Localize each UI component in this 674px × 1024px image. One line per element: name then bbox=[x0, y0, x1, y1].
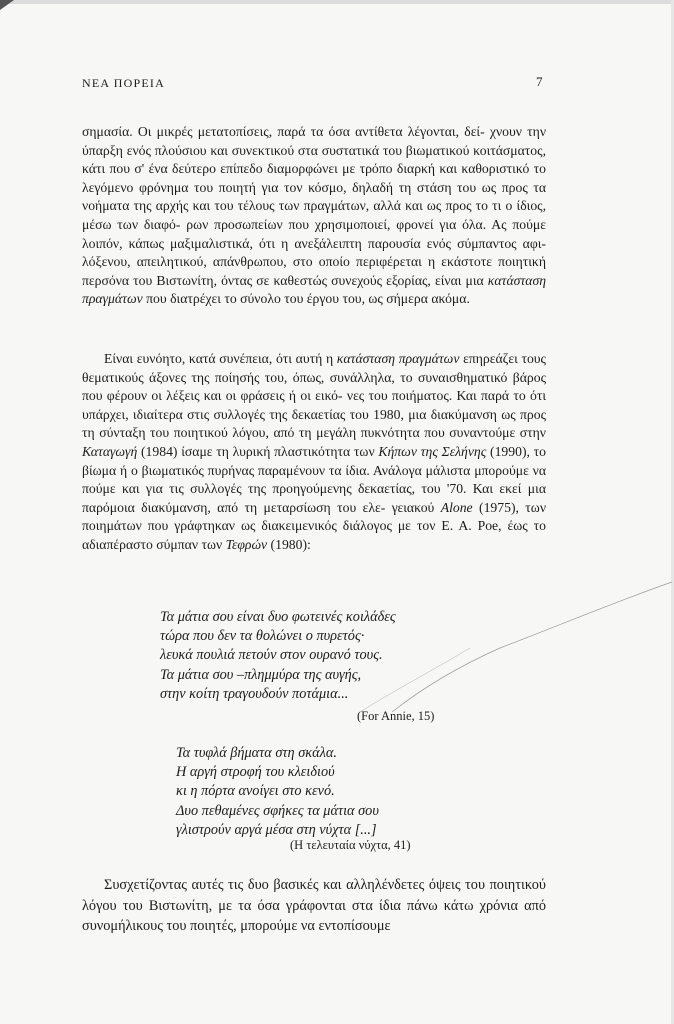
text-line: μπορούμε να πούμε και για τις συλλογές της προηγούμενης δεκαετίας, bbox=[82, 462, 546, 497]
poem-line: γλιστρούν αργά μέσα στη νύχτα [...] bbox=[176, 821, 377, 838]
text-line: του '70. Και εκεί μια παρόμοια διακύμανση, από τη μεταρσίωση του ελε- bbox=[82, 481, 546, 515]
poem-line: Τα μάτια σου είναι δυο φωτεινές κοιλάδες bbox=[160, 609, 396, 625]
text-line: χνουν την ύπαρξη ενός πλούσιου και συνεκτικού στα συστατικά του bbox=[82, 124, 547, 158]
text-line: επηρεάζει τους θεματικούς άξονες της ποίησής του, όπως, συνάλληλα, bbox=[82, 351, 546, 385]
italic-title: Alone bbox=[440, 499, 473, 515]
text-line: λόξενου, απειλητικού, απάνθρωπου, στο οποίο περιφέρεται η εκάστοτε bbox=[82, 254, 492, 270]
italic-title: Καταγωγή bbox=[82, 443, 138, 459]
poem-line: τώρα που δεν τα θολώνει ο πυρετός· bbox=[160, 628, 365, 645]
text-line: το συναισθηματικό βάρος που φέρουν οι λέξεις και οι φράσεις ή οι εικό- bbox=[82, 369, 547, 404]
text-line: κάτω χρόνια από συνομήλικους του ποιητές, μπορούμε να εντοπίσουμε bbox=[82, 897, 547, 934]
italic-title: Κήπων της Σελήνης bbox=[378, 443, 487, 459]
text-line: νες του ποιήματος. Και παρά το ότι υπάρχει, ιδιαίτερα στις συλλογές της bbox=[82, 388, 546, 422]
text-line: δεκαετίας του 1980, μια διακύμανση ως προς τη σύνταξη του ποιητικού bbox=[82, 406, 547, 441]
scratch-line-lower bbox=[360, 648, 470, 712]
text-line: γειακού Alone (1975), των ποιημάτων που γράφτηκαν ως διακειμενικός bbox=[82, 499, 547, 534]
text-line: ποιητική περσόνα του Βιστωνίτη, όντας σε καθεστώς συνεχούς εξορίας, bbox=[82, 254, 546, 288]
poem-line: λευκά πουλιά πετούν στον ουρανό τους. bbox=[160, 647, 383, 664]
poem-line: κι η πόρτα ανοίγει στο κενό. bbox=[176, 783, 335, 800]
text-line: είναι μια κατάσταση πραγμάτων που διατρέχει το σύνολο του έργου του, bbox=[82, 272, 547, 307]
poem-line: Τα μάτια σου –πλημμύρα της αυγής, bbox=[160, 666, 362, 683]
running-title: ΝΕΑ ΠΟΡΕΙΑ bbox=[82, 76, 165, 90]
text-line: σημασία. Οι μικρές μετατοπίσεις, παρά τα όσα αντίθετα λέγονται, δεί- bbox=[82, 124, 485, 139]
text-line: ως σήμερα ακόμα. bbox=[368, 291, 470, 307]
text-line: Είναι ευνόητο, κατά συνέπεια, ότι αυτή η κατάσταση πραγμάτων bbox=[104, 351, 460, 366]
text-line: βιωματικού κοιτάσματος, κάτι που σ' ένα δεύτερο επίπεδο διαμορφώνει bbox=[82, 142, 546, 177]
text-line: Συσχετίζοντας αυτές τις δυο βασικές και αλληλένδετες όψεις του bbox=[104, 877, 486, 893]
poem-line: στην κοίτη τραγουδούν ποτάμια... bbox=[160, 685, 349, 702]
text-line: (1980): bbox=[270, 536, 311, 552]
text-line: τον κόσμο, δηλαδή τη στάση του ως προς τα νοήματα της αρχής και του bbox=[82, 179, 546, 214]
text-line: (1984) ίσαμε τη λυρική πλαστικότητα των Κήπων της Σελήνης (1990), το bbox=[141, 443, 547, 459]
italic-title: κατάσταση πραγμάτων bbox=[82, 272, 547, 307]
text-line: διάλογος με τον Ε. Α. Poe, έως το αδιαπέραστο σύμπαν των Τεφρών bbox=[82, 518, 546, 552]
quote-1-citation: (For Annie, 15) bbox=[357, 709, 435, 723]
text-line: λόγου, από τη μεγάλη πυκνότητα που συναντούμε στην Καταγωγή bbox=[82, 425, 546, 459]
text-line: με τρόπο διαρκή και καθοριστικό το λεγόμενο φρόνημα του ποιητή για bbox=[82, 161, 546, 195]
text-line: βίωμα ή ο βιωματικός πυρήνας παραμένουν τα ίδια. Ανάλογα μάλιστα bbox=[82, 462, 471, 478]
text-line: ποιητικού λόγου του Βιστωνίτη, με τα όσα γράφονται στα ίδια πάνω bbox=[82, 877, 546, 914]
poem-line: Δυο πεθαμένες σφήκες τα μάτια σου bbox=[176, 802, 379, 819]
text-line: κάπως μαξιμαλιστικά, ότι η ανεξάλειπτη παρουσία ενός σύμπαντος αφι- bbox=[128, 235, 546, 251]
page-number: 7 bbox=[536, 74, 543, 89]
text-line: ρων προσωπείων που χρησιμοποιεί, φρονεί για όλα. Ας πούμε λοιπόν, bbox=[82, 216, 546, 251]
italic-title: κατάσταση πραγμάτων bbox=[336, 351, 460, 366]
scratch-line-upper bbox=[392, 582, 672, 712]
italic-title: Τεφρών bbox=[225, 536, 268, 552]
text-line: τέλους των πραγμάτων, αλλά και ως προς το τι ο ίδιος, μέσω των διαφό- bbox=[82, 198, 547, 232]
poem-line: Η αργή στροφή του κλειδιού bbox=[176, 764, 335, 781]
poem-line: Τα τυφλά βήματα στη σκάλα. bbox=[176, 745, 337, 761]
quote-2-citation: (Η τελευταία νύχτα, 41) bbox=[290, 838, 411, 852]
